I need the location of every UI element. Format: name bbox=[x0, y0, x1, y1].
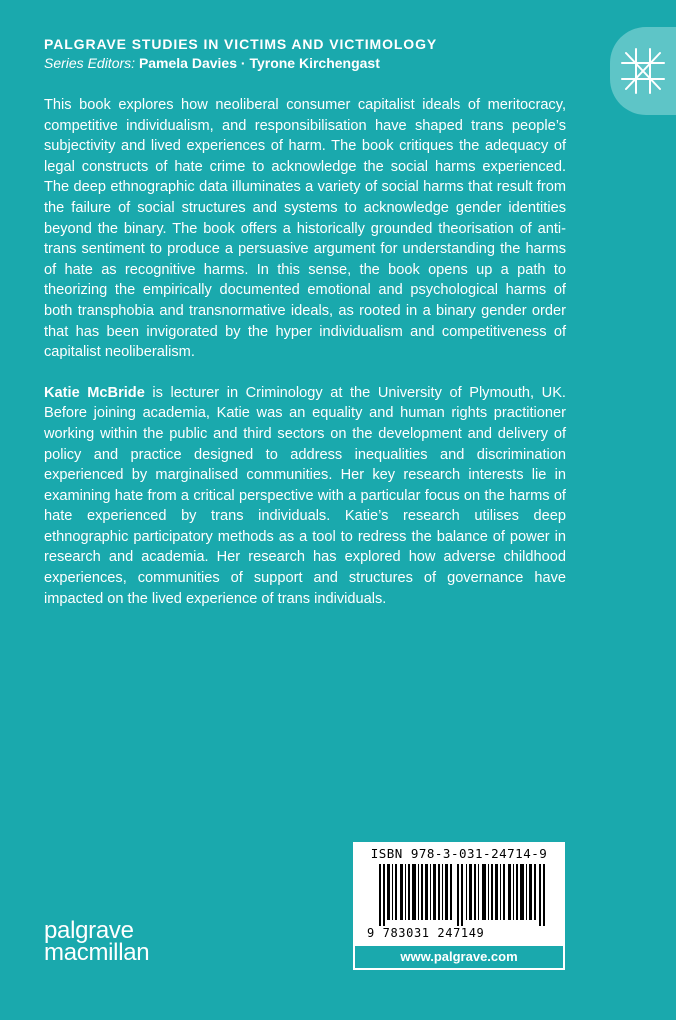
publisher-logo-line1: palgrave bbox=[44, 917, 134, 944]
author-bio-text: is lecturer in Criminology at the University of Plymouth, UK. Before joining academia, Katie was an equality and human rights practitioner working within the public and third sectors on the development and delivery of policy and practice designed to address inequalities and discrimination experienced by marginalised communities. Her key research interests lie in examining hate from a critical perspective with a particular focus on the harms of hate experienced by trans individuals. Katie’s research utilises deep ethnographic participatory methods as a tool to redress the balance of power in research and academia. Her research has explored how adverse childhood experiences, communities of support and structures of governance have impacted on the lived experience of trans individuals. bbox=[44, 384, 566, 607]
series-title: PALGRAVE STUDIES IN VICTIMS AND VICTIMOLOGY bbox=[44, 36, 438, 52]
barcode-box bbox=[353, 842, 565, 970]
publisher-website[interactable]: www.palgrave.com bbox=[353, 944, 565, 970]
palgrave-star-icon bbox=[620, 43, 666, 99]
series-editors-label: Series Editors: bbox=[44, 55, 136, 71]
author-name: Katie McBride bbox=[44, 384, 145, 401]
isbn-label: ISBN 978-3-031-24714-9 bbox=[370, 846, 548, 861]
logo-tab bbox=[610, 27, 676, 115]
series-editors bbox=[44, 55, 380, 71]
series-editors-names: Pamela Davies · Tyrone Kirchengast bbox=[138, 55, 380, 71]
barcode-digits: 9 783031 247149 bbox=[367, 926, 485, 940]
publisher-logo-line2: macmillan bbox=[44, 939, 150, 966]
back-cover-text bbox=[44, 95, 566, 609]
author-bio bbox=[44, 383, 566, 610]
publisher-logo bbox=[44, 917, 150, 966]
barcode-bars bbox=[379, 864, 549, 926]
book-description: This book explores how neoliberal consumer capitalist ideals of meritocracy, competitive individualism, and responsibilisation have shaped trans people’s subjectivity and lived experiences of harm. The book critiques the adequacy of legal constructs of hate crime to acknowledge the social harms experienced. The deep ethnographic data illuminates a variety of social harms that result from the failure of social structures and systems to acknowledge gender identities beyond the binary. The book offers a historically grounded theorisation of anti-trans sentiment to produce a persuasive argument for understanding the harms of hate as recognitive harms. In this sense, the book opens up a path to theorizing the empirically documented emotional and psychological harms of both transphobia and transnormative ideals, as rooted in a binary gender order that has been invigorated by the hyper individualism and competitiveness of capitalist neoliberalism. bbox=[44, 97, 566, 361]
